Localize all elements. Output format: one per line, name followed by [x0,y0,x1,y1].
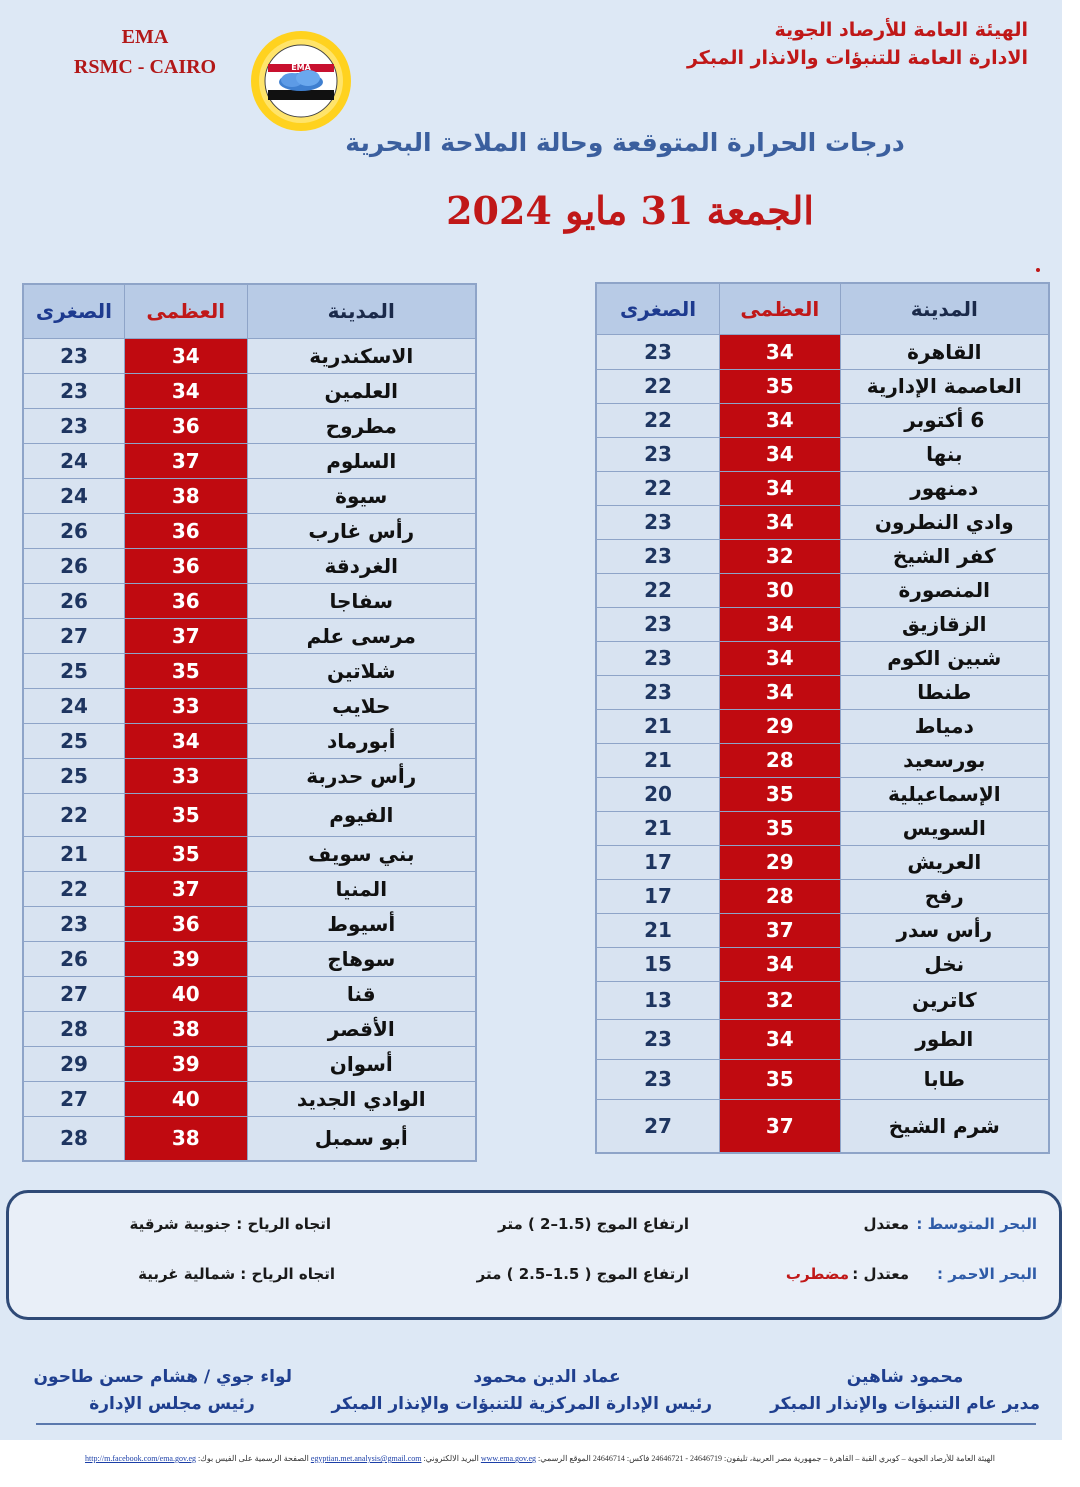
city-cell: رأس غارب [247,513,476,548]
column-header-max: العظمى [720,283,841,334]
max-temp-cell: 34 [720,641,841,675]
sea-conditions-box [6,1190,1062,1320]
table-row [23,1011,476,1046]
max-temp-cell: 38 [124,1116,247,1161]
min-temp-cell: 23 [23,906,124,941]
min-temp-cell: 23 [23,338,124,373]
city-cell: الفيوم [247,793,476,836]
table-row [596,607,1049,641]
city-cell: طنطا [840,675,1049,709]
city-cell: الغردقة [247,548,476,583]
table-row [23,478,476,513]
min-temp-cell: 24 [23,478,124,513]
min-temp-cell: 17 [596,845,720,879]
max-temp-cell: 36 [124,583,247,618]
city-cell: وادي النطرون [840,505,1049,539]
city-cell: دمياط [840,709,1049,743]
min-temp-cell: 23 [596,641,720,675]
signature-center [331,1364,712,1418]
footer-facebook-link[interactable]: http://m.facebook.com/ema.gov.eg [85,1454,197,1463]
min-temp-cell: 23 [23,373,124,408]
table-row [23,758,476,793]
max-temp-cell: 33 [124,688,247,723]
red-sea-wave-height: ارتفاع الموج ( 1.5–2.5 ) متر [476,1265,689,1283]
city-cell: شبين الكوم [840,641,1049,675]
max-temp-cell: 40 [124,1081,247,1116]
max-temp-cell: 34 [720,437,841,471]
footer-address: الهيئة العامة للأرصاد الجوية – كوبري القبة – القاهرة – جمهورية مصر العربية، تليفون: 24646719 - 24646721 فاكس: 24646714 الموقع الرسمي: [538,1454,995,1463]
min-temp-cell: 26 [23,583,124,618]
min-temp-cell: 25 [23,758,124,793]
min-temp-cell: 26 [23,548,124,583]
ema-acronym: EMA [121,26,169,48]
table-row [596,981,1049,1019]
max-temp-cell: 35 [720,1059,841,1099]
city-cell: الزقازيق [840,607,1049,641]
min-temp-cell: 23 [596,539,720,573]
min-temp-cell: 29 [23,1046,124,1081]
temperature-table-right [595,282,1050,1154]
max-temp-cell: 38 [124,478,247,513]
city-cell: المنيا [247,871,476,906]
signature-left-name: لواء جوي / هشام حسن طاحون [33,1367,292,1387]
city-cell: أسوان [247,1046,476,1081]
min-temp-cell: 27 [23,1081,124,1116]
city-cell: قنا [247,976,476,1011]
max-temp-cell: 36 [124,513,247,548]
red-sea-state-rough: مضطرب [785,1265,849,1283]
city-cell: رأس سدر [840,913,1049,947]
max-temp-cell: 38 [124,1011,247,1046]
table-row [596,334,1049,369]
table-row [23,653,476,688]
min-temp-cell: 25 [23,723,124,758]
max-temp-cell: 28 [720,879,841,913]
min-temp-cell: 21 [596,743,720,777]
table-row [596,471,1049,505]
column-header-city: المدينة [840,283,1049,334]
table-row [596,743,1049,777]
max-temp-cell: 37 [720,913,841,947]
organization-name [608,16,1028,72]
min-temp-cell: 15 [596,947,720,981]
red-sea-state: معتدل : [852,1265,909,1283]
max-temp-cell: 34 [124,723,247,758]
min-temp-cell: 21 [596,709,720,743]
city-cell: كفر الشيخ [840,539,1049,573]
min-temp-cell: 22 [23,793,124,836]
table-row [23,513,476,548]
city-cell: سوهاج [247,941,476,976]
city-cell: الطور [840,1019,1049,1059]
min-temp-cell: 23 [23,408,124,443]
table-row [596,641,1049,675]
max-temp-cell: 32 [720,981,841,1019]
min-temp-cell: 23 [596,675,720,709]
min-temp-cell: 26 [23,941,124,976]
max-temp-cell: 39 [124,1046,247,1081]
table-row [596,1059,1049,1099]
min-temp-cell: 21 [596,913,720,947]
column-header-min: الصغرى [23,284,124,338]
signature-right-title: مدير عام التنبؤات والإنذار المبكر [770,1394,1040,1414]
forecast-date: الجمعة 31 مايو 2024 [446,188,814,233]
max-temp-cell: 35 [124,793,247,836]
city-cell: المنصورة [840,573,1049,607]
city-cell: بورسعيد [840,743,1049,777]
min-temp-cell: 13 [596,981,720,1019]
red-sea-wind-direction: اتجاه الرياح : شمالية غربية [138,1265,335,1283]
max-temp-cell: 35 [720,811,841,845]
city-cell: دمنهور [840,471,1049,505]
table-row [23,793,476,836]
table-row [596,403,1049,437]
table-row [596,675,1049,709]
min-temp-cell: 27 [23,976,124,1011]
max-temp-cell: 34 [720,403,841,437]
min-temp-cell: 22 [596,471,720,505]
rsmc-cairo-label: RSMC - CAIRO [73,56,217,78]
table-row [596,777,1049,811]
table-row [23,871,476,906]
table-row [23,443,476,478]
table-row [596,845,1049,879]
table-row [596,573,1049,607]
column-header-city: المدينة [247,284,476,338]
table-row [596,947,1049,981]
min-temp-cell: 17 [596,879,720,913]
signature-center-name: عماد الدين محمود [473,1367,621,1387]
city-cell: بنها [840,437,1049,471]
table-row [23,408,476,443]
city-cell: مرسى علم [247,618,476,653]
max-temp-cell: 36 [124,408,247,443]
min-temp-cell: 21 [23,836,124,871]
city-cell: مطروح [247,408,476,443]
max-temp-cell: 40 [124,976,247,1011]
signature-divider [36,1423,1036,1425]
min-temp-cell: 23 [596,1059,720,1099]
min-temp-cell: 27 [23,618,124,653]
max-temp-cell: 35 [720,369,841,403]
city-cell: رأس حدربة [247,758,476,793]
city-cell: شرم الشيخ [840,1099,1049,1153]
decorative-dot [1036,268,1040,272]
city-cell: السويس [840,811,1049,845]
signature-center-title: رئيس الإدارة المركزية للتنبؤات والإنذار المبكر [331,1394,712,1414]
table-row [23,836,476,871]
min-temp-cell: 23 [596,505,720,539]
city-cell: الأقصر [247,1011,476,1046]
min-temp-cell: 26 [23,513,124,548]
table-row [596,811,1049,845]
max-temp-cell: 39 [124,941,247,976]
table-row [23,338,476,373]
footer-website-link[interactable]: www.ema.gov.eg [480,1454,537,1463]
city-cell: شلاتين [247,653,476,688]
city-cell: 6 أكتوبر [840,403,1049,437]
min-temp-cell: 22 [596,403,720,437]
max-temp-cell: 37 [124,871,247,906]
table-row [23,976,476,1011]
med-sea-wave-height: ارتفاع الموج (1.5–2 ) متر [498,1215,689,1233]
footer-email-label: البريد الالكتروني: [423,1454,479,1463]
min-temp-cell: 22 [596,573,720,607]
min-temp-cell: 22 [596,369,720,403]
max-temp-cell: 34 [720,947,841,981]
min-temp-cell: 20 [596,777,720,811]
signature-right [770,1364,1040,1418]
table-row [23,723,476,758]
max-temp-cell: 32 [720,539,841,573]
table-row [23,548,476,583]
footer-email-link[interactable]: egyptian.met.analysis@gmail.com [310,1454,422,1463]
table-row [596,1099,1049,1153]
city-cell: رفح [840,879,1049,913]
min-temp-cell: 23 [596,607,720,641]
max-temp-cell: 37 [720,1099,841,1153]
table-body-right [596,334,1049,1153]
max-temp-cell: 28 [720,743,841,777]
city-cell: بني سويف [247,836,476,871]
max-temp-cell: 35 [124,653,247,688]
table-row [596,437,1049,471]
max-temp-cell: 36 [124,906,247,941]
document-title: درجات الحرارة المتوقعة وحالة الملاحة البحرية [345,128,905,157]
min-temp-cell: 22 [23,871,124,906]
min-temp-cell: 24 [23,443,124,478]
med-sea-label: البحر المتوسط : [916,1215,1037,1233]
min-temp-cell: 28 [23,1116,124,1161]
logo-text: EMA [291,63,311,72]
table-row [23,906,476,941]
max-temp-cell: 36 [124,548,247,583]
max-temp-cell: 35 [124,836,247,871]
city-cell: أبورماد [247,723,476,758]
max-temp-cell: 30 [720,573,841,607]
max-temp-cell: 34 [720,334,841,369]
table-row [23,688,476,723]
signature-left [33,1364,292,1418]
signature-right-name: محمود شاهين [846,1367,964,1387]
city-cell: الاسكندرية [247,338,476,373]
column-header-min: الصغرى [596,283,720,334]
city-cell: سيوة [247,478,476,513]
city-cell: نخل [840,947,1049,981]
min-temp-cell: 23 [596,334,720,369]
table-header-row [23,284,476,338]
city-cell: أسيوط [247,906,476,941]
table-row [596,879,1049,913]
org-line-1: الهيئة العامة للأرصاد الجوية [774,19,1028,41]
table-row [596,709,1049,743]
signature-left-title: رئيس مجلس الإدارة [89,1394,255,1414]
min-temp-cell: 27 [596,1099,720,1153]
max-temp-cell: 34 [720,607,841,641]
city-cell: أبو سمبل [247,1116,476,1161]
city-cell: كاترين [840,981,1049,1019]
table-row [23,373,476,408]
city-cell: الإسماعيلية [840,777,1049,811]
city-cell: العلمين [247,373,476,408]
footer-contact [60,1454,1020,1463]
max-temp-cell: 35 [720,777,841,811]
min-temp-cell: 24 [23,688,124,723]
min-temp-cell: 21 [596,811,720,845]
city-cell: العريش [840,845,1049,879]
city-cell: الوادي الجديد [247,1081,476,1116]
table-header-row [596,283,1049,334]
red-sea-label: البحر الاحمر : [937,1265,1037,1283]
min-temp-cell: 23 [596,437,720,471]
table-row [596,539,1049,573]
table-row [23,1081,476,1116]
max-temp-cell: 37 [124,618,247,653]
city-cell: العاصمة الإدارية [840,369,1049,403]
city-cell: القاهرة [840,334,1049,369]
max-temp-cell: 29 [720,845,841,879]
med-sea-wind-direction: اتجاه الرياح : جنوبية شرقية [129,1215,331,1233]
table-row [23,618,476,653]
max-temp-cell: 33 [124,758,247,793]
min-temp-cell: 23 [596,1019,720,1059]
city-cell: طابا [840,1059,1049,1099]
max-temp-cell: 29 [720,709,841,743]
city-cell: السلوم [247,443,476,478]
max-temp-cell: 34 [124,373,247,408]
table-row [596,1019,1049,1059]
table-row [596,913,1049,947]
table-row [23,1046,476,1081]
max-temp-cell: 37 [124,443,247,478]
max-temp-cell: 34 [124,338,247,373]
temperature-table-left [22,283,477,1162]
city-cell: سفاجا [247,583,476,618]
med-sea-state: معتدل [863,1215,909,1233]
column-header-max: العظمى [124,284,247,338]
max-temp-cell: 34 [720,505,841,539]
table-row [23,941,476,976]
max-temp-cell: 34 [720,675,841,709]
ema-code-block [40,22,250,82]
min-temp-cell: 25 [23,653,124,688]
table-row [23,1116,476,1161]
org-line-2: الادارة العامة للتنبؤات والانذار المبكر [686,47,1028,69]
table-row [596,369,1049,403]
min-temp-cell: 28 [23,1011,124,1046]
footer-facebook-label: الصفحة الرسمية على الفيس بوك: [198,1454,309,1463]
table-row [23,583,476,618]
table-row [596,505,1049,539]
city-cell: حلايب [247,688,476,723]
max-temp-cell: 34 [720,471,841,505]
max-temp-cell: 34 [720,1019,841,1059]
ema-sun-logo-icon [248,28,354,134]
table-body-left [23,338,476,1161]
